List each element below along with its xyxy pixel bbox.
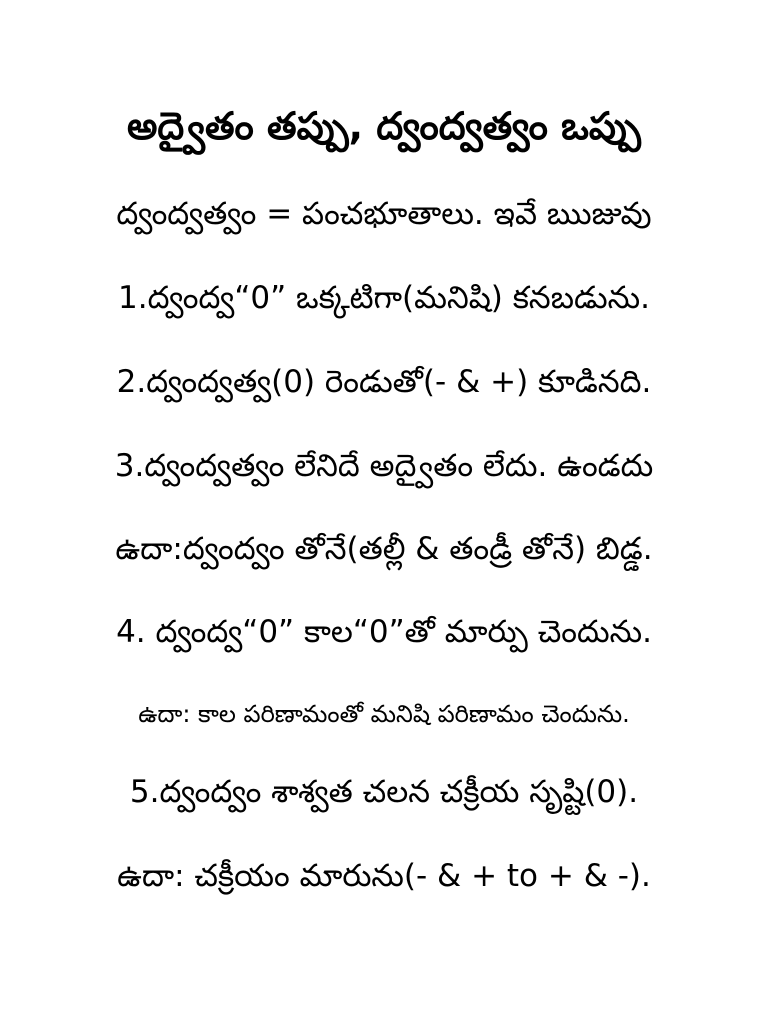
text-line-7: ఉదా: కాల పరిణామంతో మనిషి పరిణామం చెందును.: [138, 700, 630, 728]
text-line-1: ద్వంద్వత్వం = పంచభూతాలు. ఇవే ఋజువు: [116, 196, 652, 232]
text-line-5: ఉదా:ద్వంద్వం తోనే(తల్లీ & తండ్రీ తోనే) బిడ్డ.: [115, 531, 653, 567]
text-line-4: 3.ద్వంద్వత్వం లేనిదే అద్వైతం లేదు. ఉండదు: [114, 448, 654, 484]
text-line-9: ఉదా: చక్రీయం మారును(- & + to + & -).: [117, 858, 651, 894]
text-line-3: 2.ద్వంద్వత్వ(0) రెండుతో(- & +) కూడినది.: [116, 364, 652, 400]
text-line-2: 1.ద్వంద్వ“0” ఒక్కటిగా(మనిషి) కనబడును.: [118, 280, 650, 316]
document-title: అద్వైతం తప్పు, ద్వంద్వత్వం ఒప్పు: [127, 104, 641, 148]
text-line-6: 4. ద్వంద్వ“0” కాల“0”తో మార్పు చెందును.: [116, 614, 652, 650]
text-line-8: 5.ద్వంద్వం శాశ్వత చలన చక్రీయ సృష్టి(0).: [129, 774, 639, 810]
